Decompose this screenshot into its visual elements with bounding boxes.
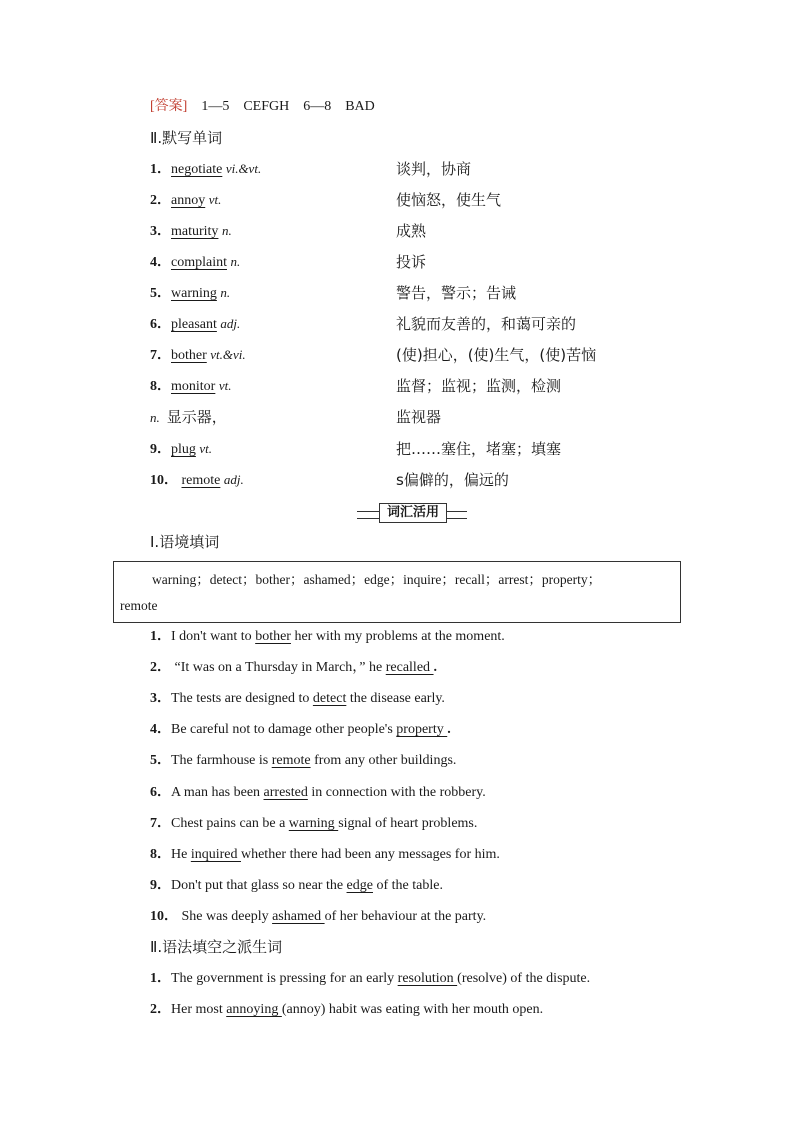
sentence-text-after: of her behaviour at the party. bbox=[324, 909, 487, 924]
vocab-number: 2． bbox=[150, 193, 171, 208]
sentence-text-before: “It was on a Thursday in March，” he bbox=[174, 660, 386, 675]
sentence-text-before: The farmhouse is bbox=[171, 753, 272, 768]
sentence-item bbox=[150, 749, 456, 773]
sentence-answer: property bbox=[396, 722, 448, 737]
sentence-text-after: the disease early. bbox=[346, 691, 445, 706]
grammar-text-before: Her most bbox=[171, 1002, 227, 1017]
vocab-pos: adj. bbox=[220, 316, 241, 331]
vocab-meaning: s偏僻的，偏远的 bbox=[396, 471, 509, 489]
vocab-number: 10． bbox=[150, 473, 178, 488]
badge-label: 词汇活用 bbox=[379, 503, 447, 523]
sentence-text-after: . bbox=[433, 660, 438, 675]
sentence-number: 4． bbox=[150, 722, 171, 737]
sentence-number: 1． bbox=[150, 629, 171, 644]
vocab-meaning: 监督；监视；监测，检测 bbox=[396, 377, 562, 395]
vocab-number: 4． bbox=[150, 255, 171, 270]
sentence-number: 9． bbox=[150, 878, 171, 893]
sentence-answer: recalled bbox=[385, 660, 434, 675]
vocab-word: warning bbox=[171, 286, 217, 301]
vocab-number: 6． bbox=[150, 317, 171, 332]
sentence-text-after: signal of heart problems. bbox=[338, 816, 478, 831]
vocab-word: bother bbox=[171, 348, 207, 363]
vocab-row bbox=[150, 312, 240, 336]
grammar-item bbox=[150, 998, 543, 1022]
grammar-item bbox=[150, 967, 590, 991]
sentence-answer: inquired bbox=[190, 847, 241, 862]
vocab-meaning: 警告，警示；告诫 bbox=[396, 284, 517, 302]
sentence-text-before: I don't want to bbox=[171, 629, 256, 644]
sentence-item bbox=[150, 687, 445, 711]
vocab-meaning: 使恼怒，使生气 bbox=[396, 191, 502, 209]
vocab-pos: n. bbox=[150, 410, 160, 425]
sentence-text-after: her with my problems at the moment. bbox=[290, 629, 505, 644]
vocab-pos: n. bbox=[230, 254, 241, 269]
sentence-item bbox=[150, 656, 437, 680]
vocab-word: pleasant bbox=[171, 317, 217, 332]
vocab-word: complaint bbox=[171, 255, 227, 270]
grammar-answer: resolution bbox=[397, 971, 458, 986]
vocab-meaning: 监视器 bbox=[396, 408, 442, 426]
vocab-pos: vt. bbox=[218, 378, 232, 393]
section-badge bbox=[357, 503, 467, 521]
sentence-item bbox=[150, 781, 486, 805]
word-bank-box bbox=[113, 561, 681, 623]
vocab-pos: vi.&vt. bbox=[225, 161, 262, 176]
answer-text: 1—5 CEFGH 6—8 BAD bbox=[201, 99, 375, 114]
sentence-number: 7． bbox=[150, 816, 171, 831]
sentence-item bbox=[150, 905, 486, 929]
vocab-row bbox=[150, 219, 232, 243]
vocab-meaning: 成熟 bbox=[396, 222, 427, 240]
vocab-pos: vt.&vi. bbox=[210, 347, 246, 362]
sentence-text-before: Be careful not to damage other people's bbox=[171, 722, 397, 737]
vocab-meaning: 谈判，协商 bbox=[396, 160, 472, 178]
vocab-row bbox=[150, 250, 240, 274]
vocab-word: annoy bbox=[171, 193, 206, 208]
sentence-item bbox=[150, 843, 500, 867]
word-bank-line-1: warning；detect；bother；ashamed；edge；inquire；recall；arrest；property； bbox=[152, 572, 602, 587]
vocab-word: plug bbox=[171, 442, 196, 457]
vocab-row bbox=[150, 343, 246, 367]
vocab-number: 9． bbox=[150, 442, 171, 457]
sentence-text-before: The tests are designed to bbox=[171, 691, 313, 706]
vocab-pos: n. bbox=[220, 285, 231, 300]
sentence-text-before: She was deeply bbox=[181, 909, 273, 924]
vocab-meaning: 礼貌而友善的，和蔼可亲的 bbox=[396, 315, 577, 333]
grammar-text-before: The government is pressing for an early bbox=[171, 971, 398, 986]
vocab-number: 8． bbox=[150, 379, 171, 394]
sentence-item bbox=[150, 874, 443, 898]
grammar-text-after: (annoy) habit was eating with her mouth open. bbox=[281, 1002, 544, 1017]
section-dictation-title: Ⅱ.默写单词 bbox=[150, 129, 223, 147]
sentence-number: 2． bbox=[150, 660, 171, 675]
vocab-row bbox=[150, 374, 231, 398]
vocab-extra-meaning: 显示器， bbox=[166, 408, 227, 426]
sentence-answer: bother bbox=[255, 629, 291, 644]
vocab-meaning: (使)担心，(使)生气，(使)苦恼 bbox=[396, 346, 597, 364]
sentence-text-before: A man has been bbox=[171, 785, 264, 800]
sentence-text-after: of the table. bbox=[372, 878, 443, 893]
sentence-number: 6． bbox=[150, 785, 171, 800]
sentence-number: 5． bbox=[150, 753, 171, 768]
sentence-text-after: in connection with the robbery. bbox=[307, 785, 486, 800]
sentence-text-after: . bbox=[447, 722, 451, 737]
sentence-text-after: whether there had been any messages for him. bbox=[240, 847, 500, 862]
vocab-word: remote bbox=[181, 473, 221, 488]
vocab-number: 1． bbox=[150, 162, 171, 177]
answer-label: [答案] bbox=[150, 99, 188, 114]
vocab-pos: vt. bbox=[199, 441, 213, 456]
vocab-row bbox=[150, 157, 261, 181]
sentence-text-after: from any other buildings. bbox=[310, 753, 457, 768]
sentence-number: 10． bbox=[150, 909, 178, 924]
sentence-answer: edge bbox=[346, 878, 373, 893]
vocab-row bbox=[150, 281, 230, 305]
sentence-number: 3． bbox=[150, 691, 171, 706]
sentence-item bbox=[150, 812, 477, 836]
grammar-text-after: (resolve) of the dispute. bbox=[457, 971, 591, 986]
word-bank-line-2: remote bbox=[120, 598, 158, 613]
grammar-answer: annoying bbox=[226, 1002, 282, 1017]
sentence-answer: warning bbox=[288, 816, 339, 831]
vocab-row bbox=[150, 188, 221, 212]
vocab-number: 7． bbox=[150, 348, 171, 363]
vocab-word: monitor bbox=[171, 379, 216, 394]
vocab-row bbox=[150, 468, 244, 492]
sentence-item bbox=[150, 718, 451, 742]
section-grammar-title: Ⅱ.语法填空之派生词 bbox=[150, 938, 283, 956]
sentence-answer: ashamed bbox=[272, 909, 325, 924]
sentence-answer: arrested bbox=[263, 785, 308, 800]
vocab-word: maturity bbox=[171, 224, 219, 239]
vocab-row bbox=[150, 437, 212, 461]
vocab-pos: vt. bbox=[208, 192, 222, 207]
vocab-word: negotiate bbox=[171, 162, 223, 177]
sentence-text-before: Chest pains can be a bbox=[171, 816, 289, 831]
sentence-text-before: Don't put that glass so near the bbox=[171, 878, 347, 893]
grammar-number: 2． bbox=[150, 1002, 171, 1017]
vocab-number: 3． bbox=[150, 224, 171, 239]
sentence-answer: detect bbox=[312, 691, 347, 706]
answer-line bbox=[150, 95, 375, 119]
vocab-meaning: 把……塞住，堵塞；填塞 bbox=[396, 440, 562, 458]
vocab-meaning: 投诉 bbox=[396, 253, 427, 271]
vocab-number: 5． bbox=[150, 286, 171, 301]
vocab-pos: adj. bbox=[223, 472, 244, 487]
sentence-answer: remote bbox=[271, 753, 311, 768]
sentence-item bbox=[150, 625, 505, 649]
grammar-number: 1． bbox=[150, 971, 171, 986]
vocab-row bbox=[150, 405, 227, 429]
section-context-title: Ⅰ.语境填词 bbox=[150, 533, 220, 551]
vocab-pos: n. bbox=[221, 223, 232, 238]
sentence-number: 8． bbox=[150, 847, 171, 862]
sentence-text-before: He bbox=[171, 847, 191, 862]
